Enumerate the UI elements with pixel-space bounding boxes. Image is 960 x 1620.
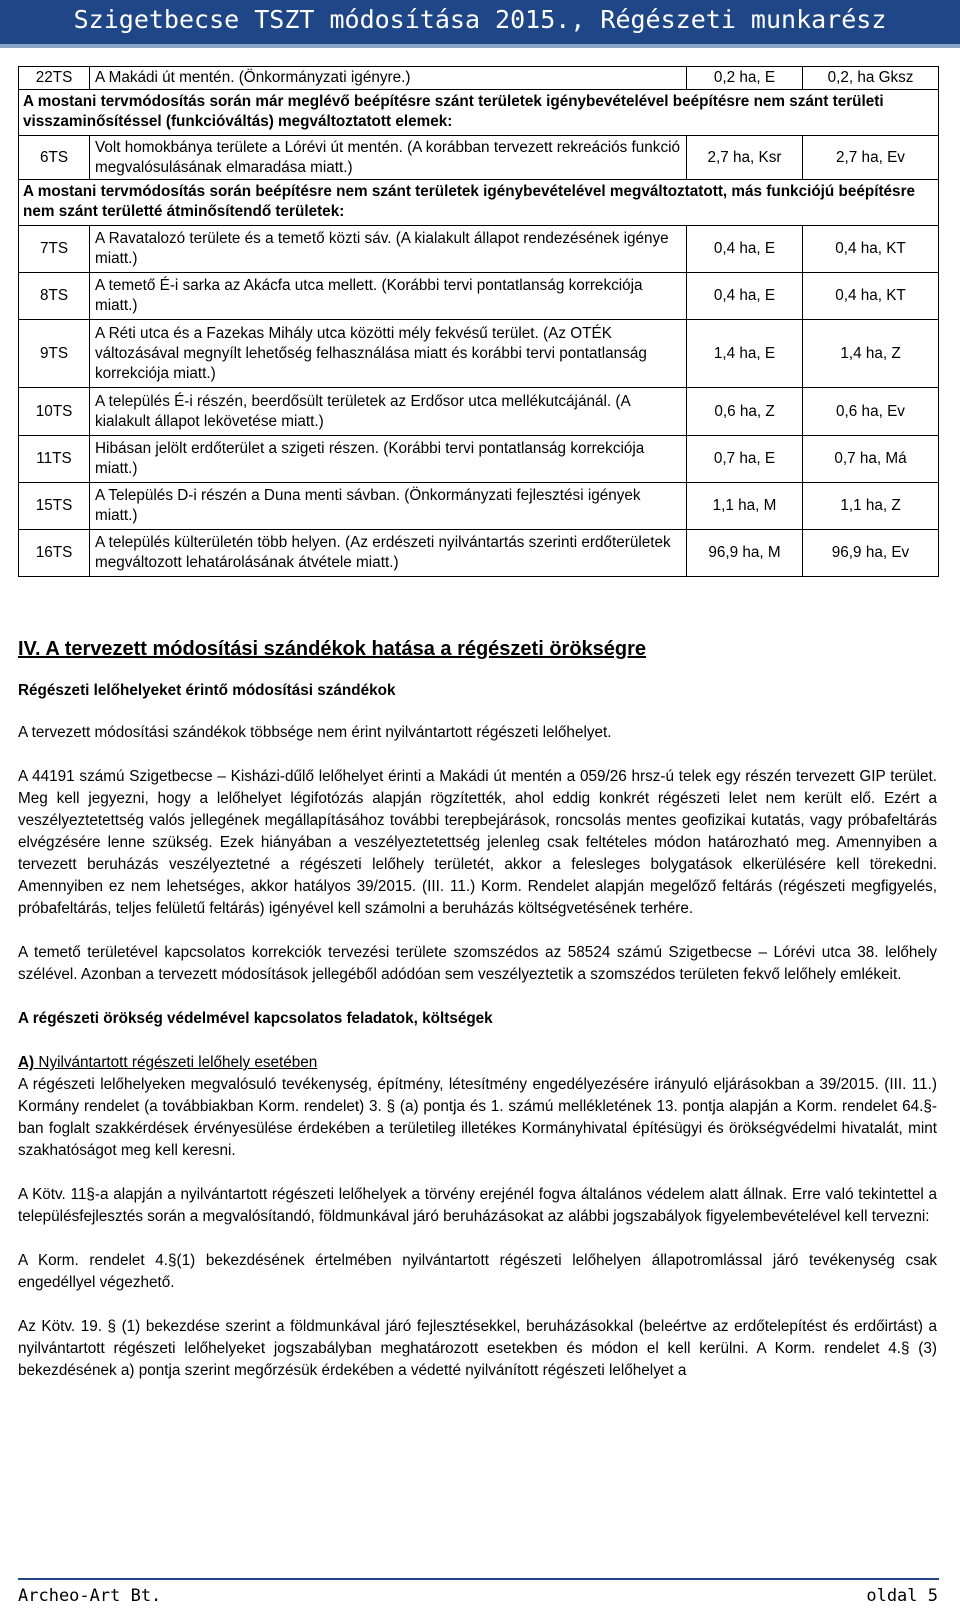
row-code: 10TS (19, 388, 90, 436)
row-planned-use: 1,4 ha, Z (803, 320, 939, 388)
table-row (19, 67, 939, 90)
subsection-a-text: Nyilvántartott régészeti lelőhely esetében (34, 1054, 318, 1071)
table-row (19, 226, 939, 273)
row-code: 6TS (19, 136, 90, 180)
table-row (19, 273, 939, 320)
row-planned-use: 0,7 ha, Má (803, 436, 939, 483)
paragraph: A Korm. rendelet 4.§(1) bekezdésének értelmében nyilvántartott régészeti lelőhelyen állapotromlással járó tevékenység csak engedéllyel végezhető. (18, 1252, 937, 1291)
row-current-use: 2,7 ha, Ksr (687, 136, 803, 180)
row-code: 22TS (19, 67, 90, 90)
row-description: Volt homokbánya területe a Lórévi út mentén. (A korábban tervezett rekreációs funkció megvalósulásának elmaradása miatt.) (90, 136, 687, 180)
subsection-heading-tasks: A régészeti örökség védelmével kapcsolatos feladatok, költségek (18, 1010, 493, 1027)
paragraph: A régészeti lelőhelyeken megvalósuló tevékenység, építmény, létesítmény engedélyezésére irányuló eljárásokban a 39/2015. (III. 11.) Kormány rendelet (a továbbiakban Korm. rendelet) 3. § (a) pontja és 1. számú mellékletének 13. pontja alapján a Korm. rendelet 64.§-ban foglalt szakkérdések érvényesülése érdekében a területileg illetékes Kormányhivatal építésügyi és örökségvédelmi hivatalát, mint szakhatóságot meg kell keresni. (18, 1076, 937, 1159)
paragraph: A Kötv. 11§-a alapján a nyilvántartott régészeti lelőhelyek a törvény erejénél fogva általános védelem alatt állnak. Erre való tekintettel a településfejlesztés során a megvalósítandó, földmunkával járó beruházásokat az alábbi jogszabályok figyelembevételével kell tervezni: (18, 1186, 937, 1225)
row-planned-use: 1,1 ha, Z (803, 483, 939, 530)
paragraph: A tervezett módosítási szándékok többsége nem érint nyilvántartott régészeti lelőhelyet. (18, 724, 612, 741)
section-header-row (19, 90, 939, 136)
section-iv (18, 636, 937, 1382)
row-description: A Réti utca és a Fazekas Mihály utca közötti mély fekvésű terület. (Az OTÉK változásával megnyílt lehetőség felhasználása miatt és korábbi tervi pontatlanság korrekciója miatt.) (90, 320, 687, 388)
row-current-use: 0,4 ha, E (687, 226, 803, 273)
row-current-use: 0,2 ha, E (687, 67, 803, 90)
row-current-use: 0,7 ha, E (687, 436, 803, 483)
row-current-use: 96,9 ha, M (687, 530, 803, 577)
row-planned-use: 0,4 ha, KT (803, 273, 939, 320)
section1-header: A mostani tervmódosítás során már meglévő beépítésre szánt területek igénybevételével beépítésre nem szánt területi visszaminősítéssel (funkcióváltás) megváltoztatott elemek: (19, 90, 939, 136)
paragraph: Az Kötv. 19. § (1) bekezdése szerint a földmunkával járó fejlesztésekkel, beruházásokkal (beleértve az erdőtelepítést és erdőirtást) a nyilvántartott régészeti lelőhelyeket jogszabályban meghatározott esetekben és módon el kell kerülni. A Korm. rendelet 4.§ (3) bekezdésének a) pontja szerint megőrzésük érdekében a védetté nyilvánított régészeti lelőhelyet a (18, 1318, 937, 1379)
subsection-a-heading (18, 1052, 937, 1074)
section-header-row (19, 180, 939, 226)
table-row (19, 320, 939, 388)
row-planned-use: 96,9 ha, Ev (803, 530, 939, 577)
row-description: A temető É-i sarka az Akácfa utca mellett. (Korábbi tervi pontatlanság korrekciója miatt.) (90, 273, 687, 320)
page-header: Szigetbecse TSZT módosítása 2015., Régészeti munkarész (0, 0, 960, 44)
row-description: Hibásan jelölt erdőterület a szigeti részen. (Korábbi tervi pontatlanság korrekciója miatt.) (90, 436, 687, 483)
modification-table (18, 66, 939, 577)
row-description: A Makádi út mentén. (Önkormányzati igényre.) (90, 67, 687, 90)
row-description: A Ravatalozó területe és a temető közti sáv. (A kialakult állapot rendezésének igénye miatt.) (90, 226, 687, 273)
row-planned-use: 2,7 ha, Ev (803, 136, 939, 180)
row-description: A Település D-i részén a Duna menti sávban. (Önkormányzati fejlesztési igények miatt.) (90, 483, 687, 530)
header-rule (0, 44, 960, 48)
row-current-use: 0,6 ha, Z (687, 388, 803, 436)
row-code: 16TS (19, 530, 90, 577)
row-code: 11TS (19, 436, 90, 483)
row-current-use: 1,4 ha, E (687, 320, 803, 388)
subsection-a-label: A) (18, 1054, 35, 1071)
subsection-heading-sites: Régészeti lelőhelyeket érintő módosítási szándékok (18, 682, 396, 699)
row-code: 7TS (19, 226, 90, 273)
row-code: 15TS (19, 483, 90, 530)
row-current-use: 1,1 ha, M (687, 483, 803, 530)
row-description: A település külterületén több helyen. (Az erdészeti nyilvántartás szerinti erdőterületek megváltozott lehatárolásának átvétele miatt.) (90, 530, 687, 577)
section2-header: A mostani tervmódosítás során beépítésre nem szánt területek igénybevételével megváltoztatott, más funkciójú beépítésre nem szánt területté átminősítendő területek: (19, 180, 939, 226)
row-code: 9TS (19, 320, 90, 388)
table-row (19, 136, 939, 180)
section-title: IV. A tervezett módosítási szándékok hatása a régészeti örökségre (18, 638, 647, 660)
row-planned-use: 0,2, ha Gksz (803, 67, 939, 90)
table-row (19, 436, 939, 483)
footer-rule (18, 1578, 939, 1580)
row-planned-use: 0,4 ha, KT (803, 226, 939, 273)
footer-company: Archeo-Art Bt. (18, 1586, 162, 1606)
row-description: A település É-i részén, beerdősült területek az Erdősor utca mellékutcájánál. (A kialakult állapot lekövetése miatt.) (90, 388, 687, 436)
paragraph: A temető területével kapcsolatos korrekciók tervezési területe szomszédos az 58524 számú Szigetbecse – Lórévi utca 38. lelőhely szélével. Azonban a tervezett módosítások jellegéből adódóan sem veszélyeztetik a szomszédos területen fekvő lelőhely emlékeit. (18, 944, 937, 983)
row-current-use: 0,4 ha, E (687, 273, 803, 320)
row-code: 8TS (19, 273, 90, 320)
table-row (19, 530, 939, 577)
row-planned-use: 0,6 ha, Ev (803, 388, 939, 436)
table-row (19, 483, 939, 530)
footer-page-number: oldal 5 (866, 1586, 938, 1606)
paragraph: A 44191 számú Szigetbecse – Kisházi-dűlő lelőhelyet érinti a Makádi út mentén a 059/26 hrsz-ú telek egy részén tervezett GIP terület. Meg kell jegyezni, hogy a lelőhelyet légifotózás alapján rögzítették, ahol eddig konkrét régészeti lelet nem került elő. Ezért a veszélyeztetettség valós jellegének megállapításához további terepbejárások, roncsolás mentes geofizikai kutatás, vagy próbafeltárás elvégzésére lenne szükség. Ezek hiányában a veszélyeztetettség jelenleg csak feltételes módon határozható meg. Amennyiben a tervezett beruházás veszélyeztetné a régészeti lelőhely területét, akkor a felesleges bolygatások elkerülésére kell törekedni. Amennyiben ez nem lehetséges, akkor hatályos 39/2015. (III. 11.) Korm. Rendelet alapján megelőző feltárás (régészeti megfigyelés, próbafeltárás, teljes felületű feltárás) igényével kell számolni a beruházás költségvetésének terhére. (18, 768, 937, 917)
table-row (19, 388, 939, 436)
